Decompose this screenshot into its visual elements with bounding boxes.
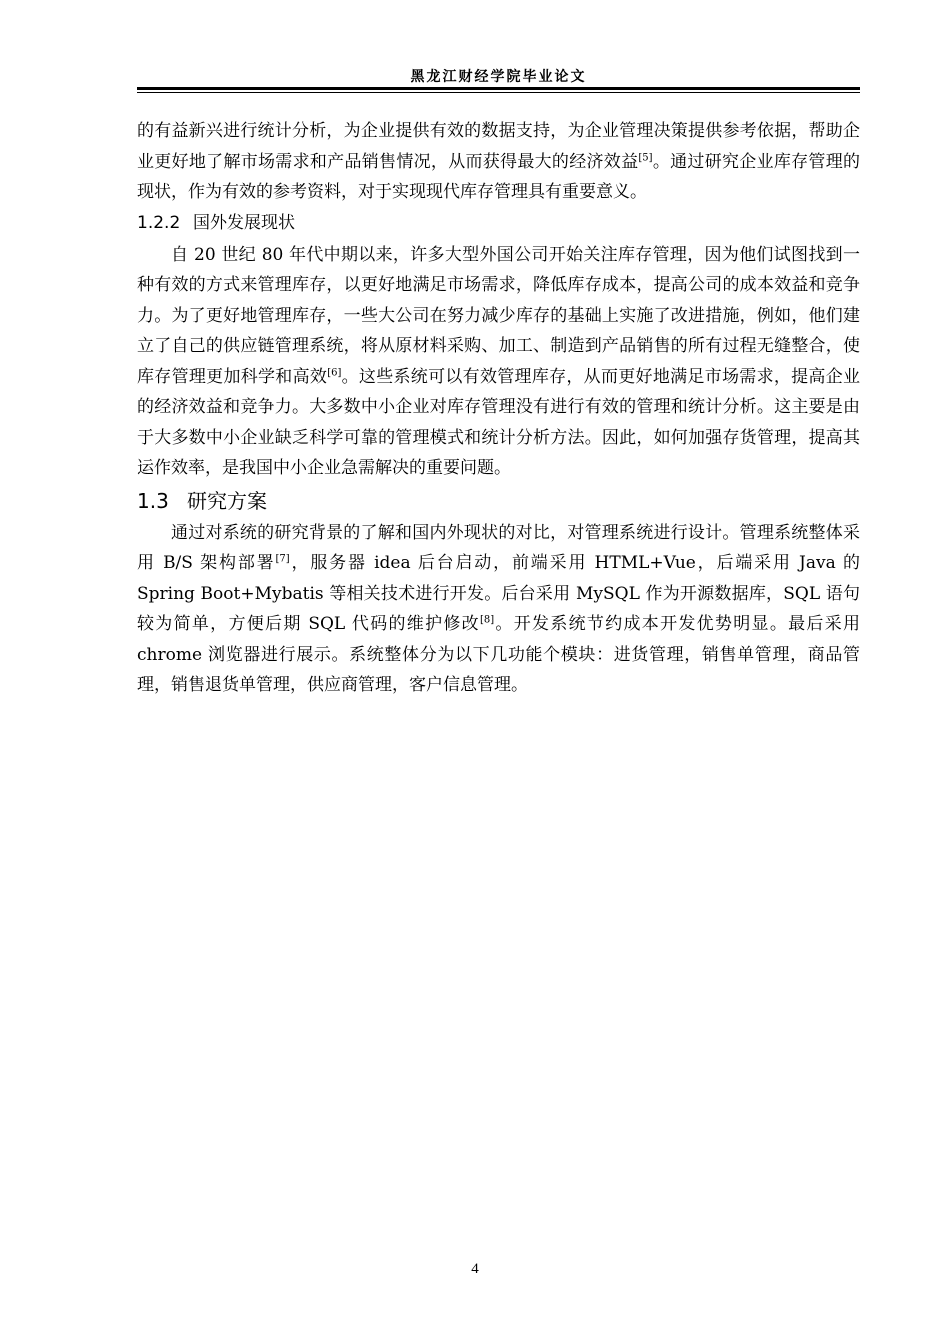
section-title: 研究方案 <box>187 488 267 513</box>
paragraph-text: 。开发系统节约成本开发优势明显。最后采用 chrome 浏览器进行展示。系统整体分为以下几功能个模块：进货管理，销售单管理，商品管理，销售退货单管理，供应商管理，客户信息管理。 <box>137 614 861 695</box>
paragraph-text: 通过对系统的研究背景的了解和国内外现状的对比，对管理系统进行设计。管理系统整体采用 B/S 架构部署 <box>137 522 860 573</box>
section-heading-1-2-2 <box>137 208 860 240</box>
running-header: 黑龙江财经学院毕业论文 <box>410 69 587 85</box>
header-rule-thick <box>137 87 860 90</box>
citation: [8] <box>479 614 495 626</box>
header-rule-thin <box>137 92 860 93</box>
paragraph-text: 。这些系统可以有效管理库存，从而更好地满足市场需求，提高企业的经济效益和竞争力。大多数中小企业对库存管理没有进行有效的管理和统计分析。这主要是由于大多数中小企业缺乏科学可靠的管理模式和统计分析方法。因此，如何加强存货管理，提高其运作效率，是我国中小企业急需解决的重要问题。 <box>137 366 861 478</box>
paragraph-text: 。通过研究企业库存管理的现状，作为有效的参考资料，对于实现现代库存管理具有重要意义。 <box>137 151 861 202</box>
paragraph-text: ，服务器 idea 后台启动，前端采用 HTML+Vue，后端采用 Java 的 Spring Boot+Mybatis 等相关技术进行开发。后台采用 MySQL 作为开源数据库，SQL 语句较为简单，方便后期 SQL 代码的维护修改 <box>137 553 860 634</box>
page-number: 4 <box>471 1261 479 1277</box>
section-heading-1-3 <box>137 484 860 518</box>
paragraph-text: 的有益新兴进行统计分析，为企业提供有效的数据支持，为企业管理决策提供参考依据，帮助企业更好地了解市场需求和产品销售情况，从而获得最大的经济效益 <box>137 121 860 172</box>
paragraph-intro-continued <box>137 116 860 208</box>
paragraph-foreign-status <box>137 240 860 484</box>
section-title: 国外发展现状 <box>193 212 295 233</box>
page-body <box>137 116 860 701</box>
paragraph-research-plan <box>137 518 860 701</box>
section-number: 1.3 <box>137 488 169 513</box>
citation: [5] <box>638 151 653 163</box>
citation: [7] <box>275 553 290 565</box>
section-number: 1.2.2 <box>137 212 181 233</box>
citation: [6] <box>327 366 342 378</box>
paragraph-text: 自 20 世纪 80 年代中期以来，许多大型外国公司开始关注库存管理，因为他们试图找到一种有效的方式来管理库存，以更好地满足市场需求，降低库存成本，提高公司的成本效益和竞争力。为了更好地管理库存，一些大公司在努力减少库存的基础上实施了改进措施，例如，他们建立了自己的供应链管理系统，将从原材料采购、加工、制造到产品销售的所有过程无缝整合，使库存管理更加科学和高效 <box>137 244 860 387</box>
